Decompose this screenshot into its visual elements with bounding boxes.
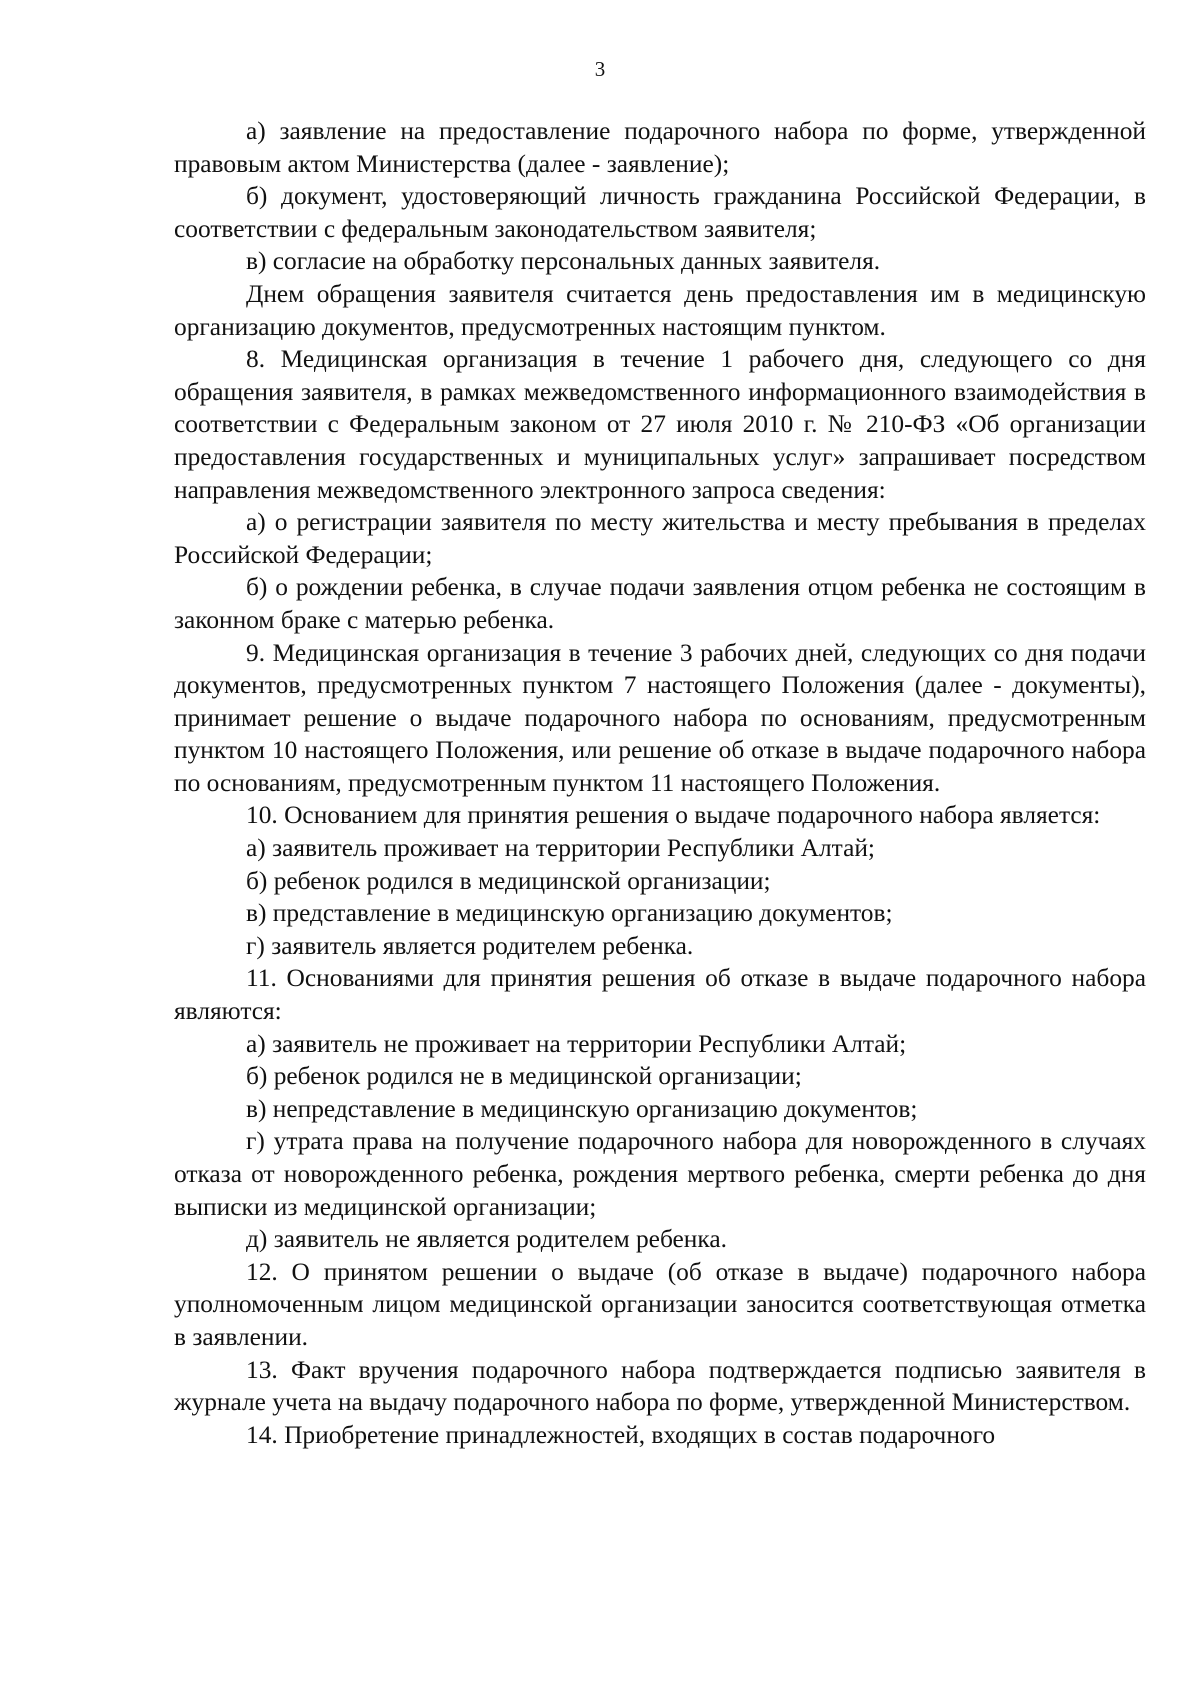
paragraph-7c: в) согласие на обработку персональных данных заявителя. [246, 247, 881, 276]
paragraph-11c: в) непредставление в медицинскую организацию документов; [246, 1094, 918, 1123]
paragraph-12: 12. О принятом решении о выдаче (об отказе в выдаче) подарочного набора уполномоченным лицом медицинской организации заносится соответствующая отметка в заявлении. [174, 1257, 1146, 1351]
paragraph-11d: г) утрата права на получение подарочного набора для новорожденного в случаях отказа от новорожденного ребенка, рождения мертвого ребенка, смерти ребенка до дня выписки из медицинской организации; [174, 1127, 1146, 1221]
document-body [174, 115, 1146, 1451]
paragraph-10d: г) заявитель является родителем ребенка. [246, 931, 694, 960]
paragraph-7b: б) документ, удостоверяющий личность гражданина Российской Федерации, в соответствии с федеральным законодательством заявителя; [174, 182, 1146, 243]
paragraph-14: 14. Приобретение принадлежностей, входящих в состав подарочного [246, 1420, 996, 1449]
paragraph-11b: б) ребенок родился не в медицинской организации; [246, 1062, 802, 1091]
paragraph-10c: в) представление в медицинскую организацию документов; [246, 899, 893, 928]
page-number: 3 [594, 57, 606, 81]
paragraph-11a: а) заявитель не проживает на территории Республики Алтай; [246, 1029, 907, 1058]
paragraph-10: 10. Основанием для принятия решения о выдаче подарочного набора является: [246, 801, 1101, 830]
paragraph-10b: б) ребенок родился в медицинской организации; [246, 866, 771, 895]
paragraph-7-note: Днем обращения заявителя считается день предоставления им в медицинскую организацию документов, предусмотренных настоящим пунктом. [174, 279, 1146, 341]
paragraph-10a: а) заявитель проживает на территории Республики Алтай; [246, 834, 875, 863]
paragraph-13: 13. Факт вручения подарочного набора подтверждается подписью заявителя в журнале учета на выдачу подарочного набора по форме, утвержденной Министерством. [174, 1355, 1146, 1417]
paragraph-9: 9. Медицинская организация в течение 3 рабочих дней, следующих со дня подачи документов, предусмотренных пунктом 7 настоящего Положения (далее - документы), принимает решение о выдаче подарочного набора по основаниям, предусмотренным пунктом 10 настоящего Положения, или решение об отказе в выдаче подарочного набора по основаниям, предусмотренным пунктом 11 настоящего Положения. [174, 638, 1146, 797]
paragraph-8b: б) о рождении ребенка, в случае подачи заявления отцом ребенка не состоящим в законном браке с матерью ребенка. [174, 573, 1146, 634]
paragraph-8a: а) о регистрации заявителя по месту жительства и месту пребывания в пределах Российской Федерации; [174, 508, 1146, 569]
paragraph-8: 8. Медицинская организация в течение 1 рабочего дня, следующего со дня обращения заявителя, в рамках межведомственного информационного взаимодействия в соответствии с Федеральным законом от 27 июля 2010 г. № 210-ФЗ «Об организации предоставления государственных и муниципальных услуг» запрашивает посредством направления межведомственного электронного запроса сведения: [174, 345, 1146, 504]
paragraph-11: 11. Основаниями для принятия решения об отказе в выдаче подарочного набора являются: [174, 964, 1146, 1026]
paragraph-11e: д) заявитель не является родителем ребенка. [246, 1225, 727, 1254]
paragraph-7a: а) заявление на предоставление подарочного набора по форме, утвержденной правовым актом Министерства (далее - заявление); [174, 117, 1146, 178]
